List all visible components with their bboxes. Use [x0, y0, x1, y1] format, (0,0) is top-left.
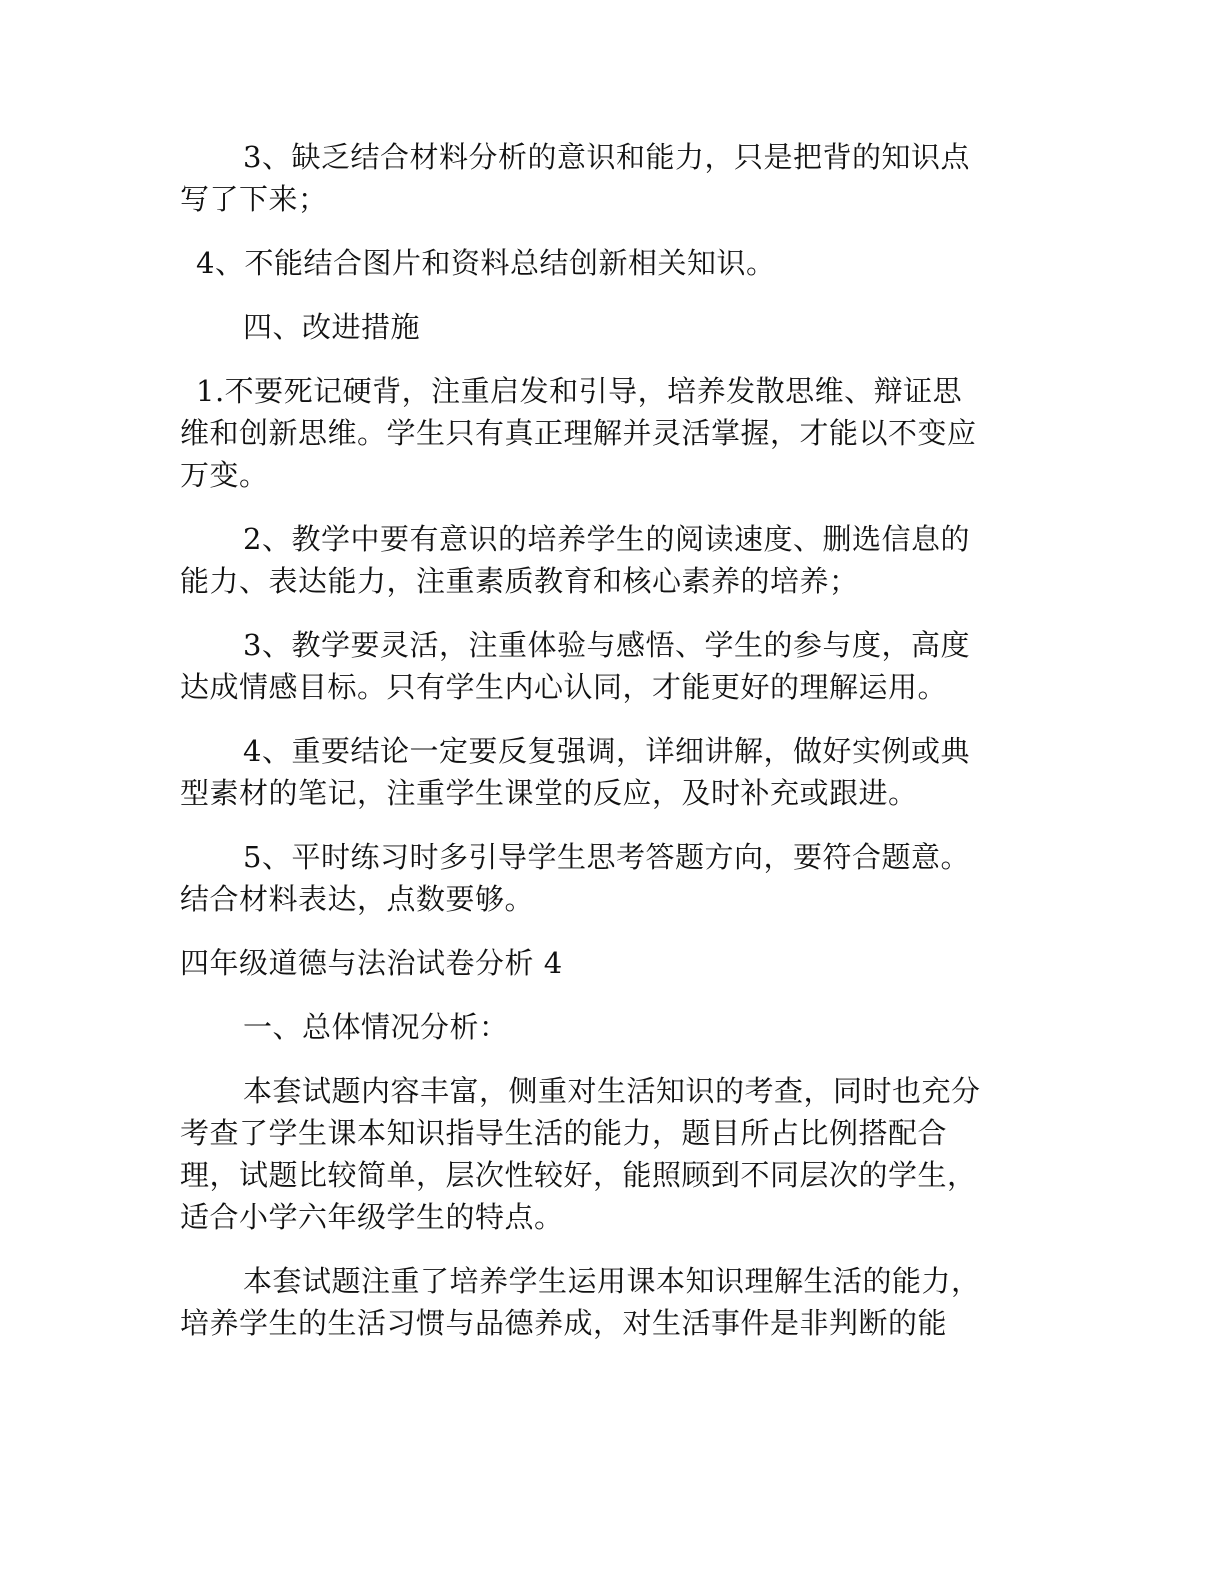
text-line: 写了下来；: [180, 182, 328, 216]
text-line: 维和创新思维。学生只有真正理解并灵活掌握，才能以不变应: [180, 416, 977, 450]
text-line: 4、不能结合图片和资料总结创新相关知识。: [196, 246, 776, 280]
text-line: 5、平时练习时多引导学生思考答题方向，要符合题意。: [243, 840, 970, 874]
text-line: 结合材料表达，点数要够。: [180, 882, 535, 916]
text-line: 3、缺乏结合材料分析的意识和能力，只是把背的知识点: [243, 140, 970, 174]
text-line: 型素材的笔记，注重学生课堂的反应，及时补充或跟进。: [180, 776, 918, 810]
text-line: 适合小学六年级学生的特点。: [180, 1200, 564, 1234]
text-line: 4、重要结论一定要反复强调，详细讲解，做好实例或典: [243, 734, 970, 768]
text-line: 培养学生的生活习惯与品德养成，对生活事件是非判断的能: [180, 1306, 948, 1340]
text-line: 考查了学生课本知识指导生活的能力，题目所占比例搭配合: [180, 1116, 948, 1150]
text-line: 理，试题比较简单，层次性较好，能照顾到不同层次的学生，: [180, 1158, 977, 1192]
section-heading: 一、总体情况分析：: [243, 1010, 509, 1044]
text-line: 2、教学中要有意识的培养学生的阅读速度、删选信息的: [243, 522, 970, 556]
text-line: 本套试题内容丰富，侧重对生活知识的考查，同时也充分: [243, 1074, 981, 1108]
text-line: 万变。: [180, 458, 269, 492]
text-line: 1.不要死记硬背，注重启发和引导，培养发散思维、辩证思: [196, 374, 963, 408]
text-line: 能力、表达能力，注重素质教育和核心素养的培养；: [180, 564, 859, 598]
text-line: 达成情感目标。只有学生内心认同，才能更好的理解运用。: [180, 670, 948, 704]
document-title: 四年级道德与法治试卷分析 4: [180, 946, 563, 980]
section-heading: 四、改进措施: [243, 310, 421, 344]
text-line: 本套试题注重了培养学生运用课本知识理解生活的能力，: [243, 1264, 981, 1298]
text-line: 3、教学要灵活，注重体验与感悟、学生的参与度，高度: [243, 628, 970, 662]
